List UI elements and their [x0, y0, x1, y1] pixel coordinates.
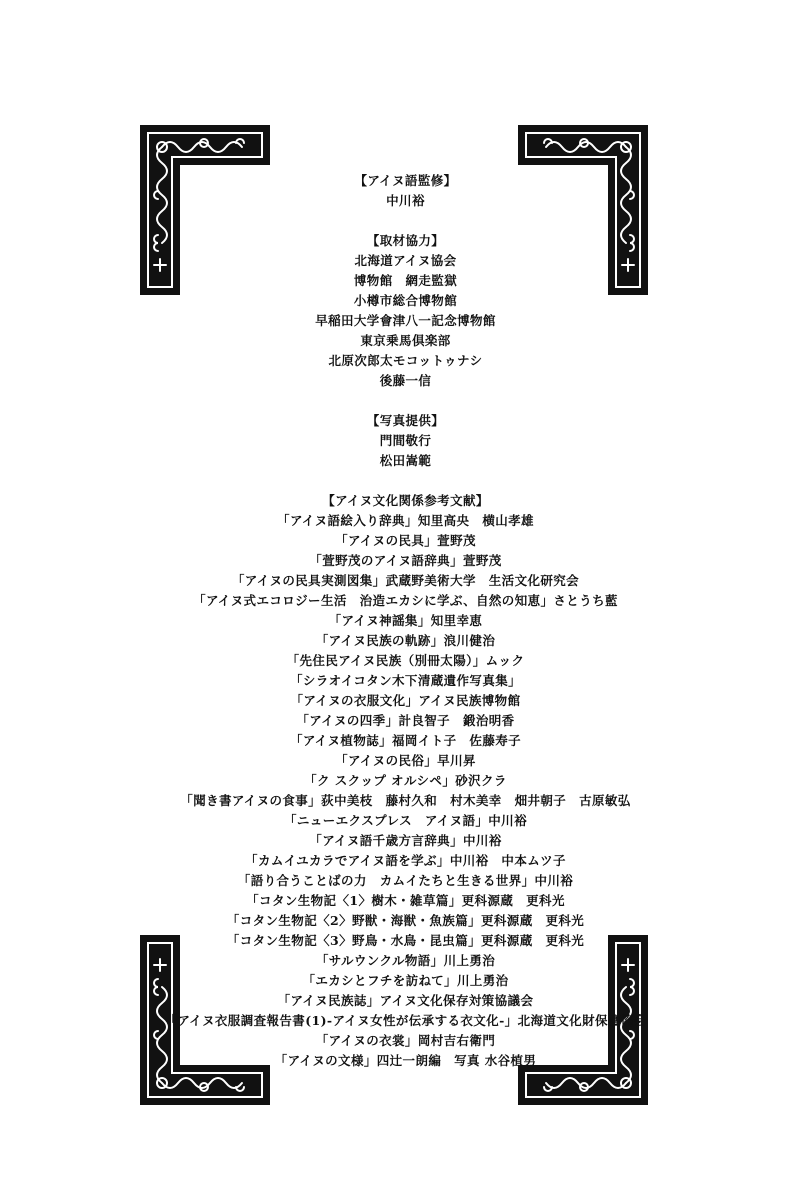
- reference-item: 「サルウンクル物語」川上勇治: [315, 953, 496, 968]
- reference-item: 「アイヌの民俗」早川昇: [335, 753, 476, 768]
- cooperation-item: 早稲田大学會津八一記念博物館: [315, 313, 496, 328]
- cooperation-heading: 【取材協力】: [366, 233, 445, 248]
- reference-item: 「アイヌ植物誌」福岡イト子 佐藤寿子: [289, 733, 522, 748]
- reference-item: 「アイヌの四季」計良智子 鍛治明香: [296, 713, 515, 728]
- reference-item: 「アイヌの民具」萱野茂: [335, 533, 476, 548]
- reference-item: 「アイヌ語千歳方言辞典」中川裕: [309, 833, 502, 848]
- reference-item: 「コタン生物記〈1〉樹木・雑草篇」更科源蔵 更科光: [246, 893, 565, 908]
- reference-item: 「アイヌの衣服文化」アイヌ民族博物館: [290, 693, 521, 708]
- cooperation-item: 博物館 網走監獄: [353, 273, 458, 288]
- reference-item: 「アイヌ民族の軌跡」浪川健治: [315, 633, 496, 648]
- reference-item: 「アイヌの民具実測図集」武蔵野美術大学 生活文化研究会: [231, 573, 580, 588]
- cooperation-item: 北海道アイヌ協会: [354, 253, 457, 268]
- supervision-heading: 【アイヌ語監修】: [354, 173, 457, 188]
- cooperation-item: 東京乗馬倶楽部: [360, 333, 451, 348]
- reference-item: 「ク スクップ オルシペ」砂沢クラ: [304, 773, 507, 788]
- photos-item: 松田嵩範: [379, 453, 432, 468]
- reference-item: 「カムイユカラでアイヌ語を学ぶ」中川裕 中本ムツ子: [245, 853, 566, 868]
- reference-item: 「アイヌの衣裳」岡村吉右衛門: [315, 1033, 496, 1048]
- photos-heading: 【写真提供】: [366, 413, 445, 428]
- reference-item: 「先住民アイヌ民族（別冊太陽）」ムック: [286, 653, 525, 668]
- reference-item: 「語り合うことばの力 カムイたちと生きる世界」中川裕: [237, 873, 574, 888]
- reference-item: 「萱野茂のアイヌ語辞典」萱野茂: [309, 553, 502, 568]
- supervision-name: 中川裕: [386, 193, 425, 208]
- references-heading: 【アイヌ文化関係参考文献】: [322, 493, 489, 508]
- cooperation-item: 小樽市総合博物館: [353, 293, 458, 308]
- reference-item: 「アイヌ衣服調査報告書(1)-アイヌ女性が伝承する衣文化-」北海道文化財保護協会: [164, 1013, 647, 1028]
- reference-item: 「聞き書アイヌの食事」荻中美枝 藤村久和 村木美幸 畑井朝子 古原敏弘: [180, 793, 631, 808]
- credits-block: [160, 171, 651, 1071]
- reference-item: 「コタン生物記〈3〉野鳥・水鳥・昆虫篇」更科源蔵 更科光: [226, 933, 585, 948]
- reference-item: 「アイヌの文様」四辻一朗編 写真 水谷植男: [274, 1053, 537, 1068]
- reference-item: 「エカシとフチを訪ねて」川上勇治: [302, 973, 509, 988]
- reference-item: 「アイヌ民族誌」アイヌ文化保存対策協議会: [277, 993, 534, 1008]
- reference-item: 「シラオイコタン木下清蔵遺作写真集」: [289, 673, 522, 688]
- reference-item: 「アイヌ神謡集」知里幸恵: [328, 613, 483, 628]
- reference-item: 「アイヌ式エコロジー生活 治造エカシに学ぶ、自然の知恵」さとうち藍: [193, 593, 618, 608]
- photos-item: 門間敬行: [379, 433, 432, 448]
- reference-item: 「コタン生物記〈2〉野獣・海獣・魚族篇」更科源蔵 更科光: [226, 913, 585, 928]
- reference-item: 「アイヌ語絵入り辞典」知里高央 横山孝雄: [277, 513, 534, 528]
- reference-item: 「ニューエクスプレス アイヌ語」中川裕: [284, 813, 527, 828]
- cooperation-item: 後藤一信: [379, 373, 432, 388]
- cooperation-item: 北原次郎太モコットゥナシ: [328, 353, 483, 368]
